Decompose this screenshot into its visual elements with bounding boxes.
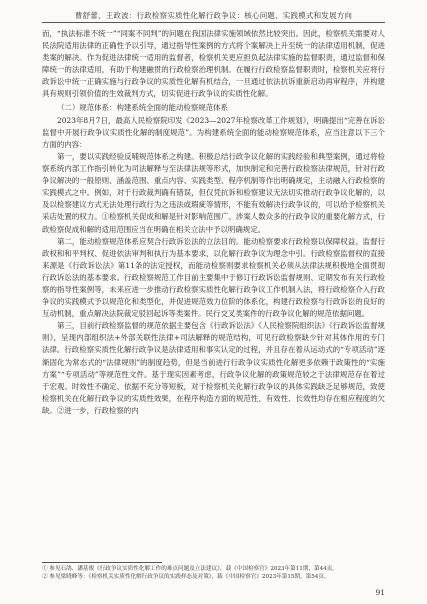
- paragraph: 第一，要以实践经验反哺规范体系之构建。积极总结行政争议化解的实践经验和典型案例，通过将检察系统内部工作指引转化为司法解释与至法律法规等形式，加快制定和完善行政检察法律规范，针对行政争议解决的一般原则、涵盖范围、重点内容、实践类型、程序机制等作出明确规定，主动融入行政检察的实践模式之中。例如，对于行政裁判确有错误，但仅凭抗诉和检察建议无法切实推动行政争议化解的，以及以检察建议方式无法处理行政行为之违法或瑕疵等情形，不能有效解决行政争议的，可以给予检察机关采店处置的权力。①检察机关促成和解是针对影响范围广、涉案人数众多的行政争议的重要化解方式，行政检察促成和解的适用范围应当在明确在相关立法中予以明确规定。: [42, 151, 385, 234]
- section-heading: （二）规范体系：构建系统全面的能动检察规范体系: [57, 102, 229, 112]
- running-header: 曹舒蕾、王政波：行政检察实质性化解行政争议：核心问题、实践模式和发展方向: [74, 11, 353, 20]
- footnote-rule: [42, 562, 162, 563]
- paragraph: 第二，能动检察规范体系应契合行政诉讼法的立法目的。能动检察要求行政检察以保障权益、监督行政权和和平判权、促进依法审判和执行为基本要求，以化解行政争议为理念中引。行政检察监督权的直接来源是《行政诉讼法》第11条的法定授权，而能动检察则要求检察机关必须从法律法规积极地全面贯彻行政诉讼法的基本要求。行政检察规范工作目前主要集中于修订行政诉讼监督规则、定期发布有关行政检察的指导性案例等，未来应进一步推动行政检察实质性化解行政争议工作机制入法，将行政检察介入行政争议的实践模式予以规范化和类型化，并促进规范效力位阶的体系化，构建行政检察与行政诉讼的良好的互动机制，重点解决法院裁定驳回起诉等类案件。民行交叉类案件的行政争议化解的规范依据问题。: [42, 236, 385, 319]
- paragraph: 2023年8月7日，最高人民检察院印发《2023—2027年检察改革工作规划》，明确提出“完善在诉讼监督中开展行政争议实质性化解的制度规范”。为构建系统全面的能动检察规范体系，应当注意以下三个方面的内容：: [42, 115, 385, 149]
- footnotes: [42, 565, 385, 582]
- page-number: 91: [375, 588, 385, 597]
- paragraph-continuation: 而，“执法标准不统一”“同案不同判”的问题在我国法律实施领域依然比较突出。因此，检察机关需要对人民法院适用法律的正确性予以引导，通过指导性案例的方式将个案解决上升至统一的法律适用机制，促进类案的解决。作为促进法律统一适用的监督者，检察机关更应担负起法律实施的监督职责，通过监督和保障统一的法律适用，有助于构建融贯的行政检察治理机制。在履行行政检察监督职责时，检察机关应将行政诉讼中统一正确实施与行政争议的实质性化解有机结合，一旦通过依法抗诉重新启动再审程序，并构建具有规则引领价值的生效裁判方式，切实促进行政争议的实质性化解。: [42, 29, 385, 99]
- footnote: ① 参见石鸽、潘基俊《行政争议实质性化解工作的难点问题及立法建议》，载《中国检察官》2023年第11期，第44页。: [42, 566, 338, 572]
- footnote: ② 参见梁晓峰等：《检察机关实质性化解行政争议的实践样态及对策》，载《中国检察官》2023年第15期，第54页。: [42, 574, 330, 581]
- header-rule: [42, 22, 385, 23]
- body-text: [42, 28, 385, 417]
- paragraph: 第三，目前行政检察监督的规范依据主要包含《行政诉讼法》《人民检察院组织法》《行政诉讼监督规则》，呈现内部组织法+外部关联性法律+司法解释的规范结构，可见行政检察缺少针对其体作用的专门法律。行政检察实质性化解行政争议是法律适用和事实认定的过程，并且存在着从运动式的“专项活动”逐渐固化为常态式的“法律规则”的制度趋势，但是当前进行行政争议实质性化解更多依赖于政策性的“实施方案”“专项活动”等规范性文件。基于现实因素考虑，行政争议化解的政策规范较之于法律规范存在着过于宏观、时效性不确定、依据不充分等短板，对于检察机关化解行政争议的具体实践缺乏足够规范，致使检察机关在化解行政争议的实质性效果，在程序构造方面的规范性、有效性、长效性均存在相应程度的欠缺。②进一步，行政检察的内: [42, 321, 385, 415]
